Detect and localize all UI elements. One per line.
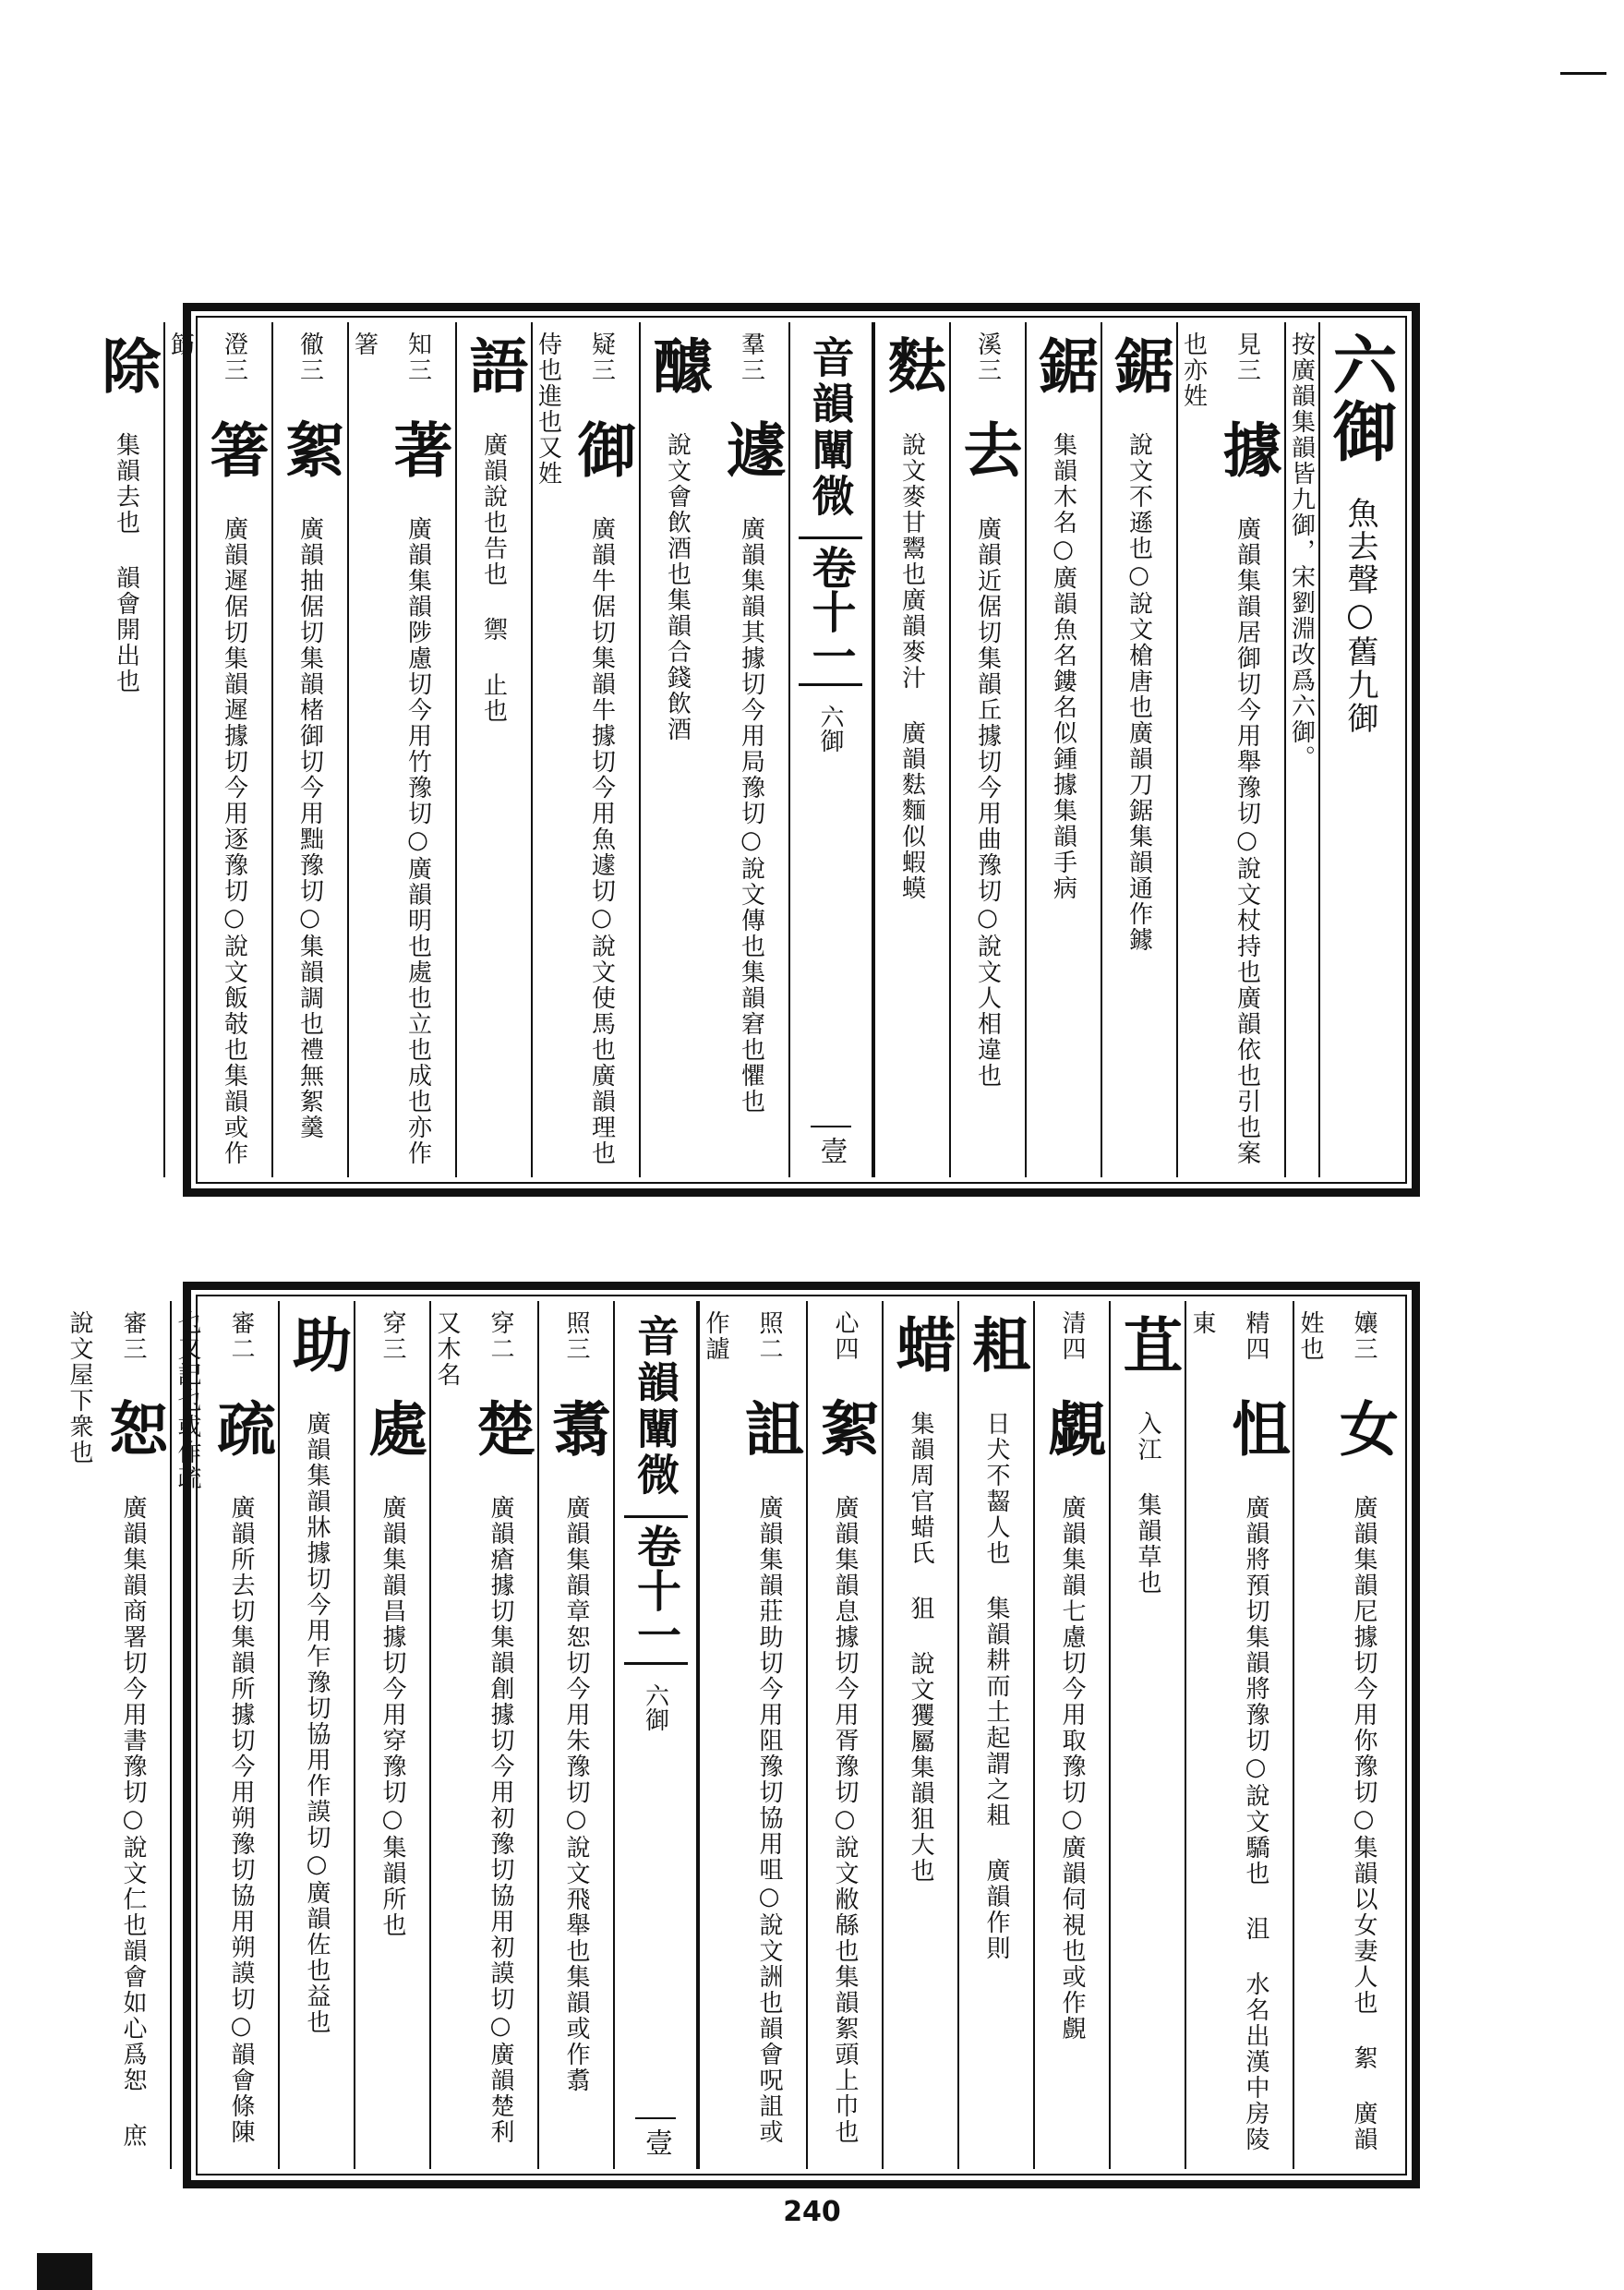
gloss-text: 廣韻集韻陟慮切今用竹豫切○廣韻明也處也立也成也亦作箸 [350,331,432,1166]
gloss-text: 說文麥甘鬻也廣韻麥汁 廣韻麮麵似蝦蟆 [897,432,926,901]
book-title: 音韻闡微 [805,335,856,520]
entry-column [1101,322,1176,1177]
entry-column [64,1301,170,2169]
rubric-column [1318,322,1401,1177]
entry-column [1176,322,1284,1177]
entry-column [698,1301,806,2169]
head-character: 苴 [1113,1314,1183,1375]
entry-column [873,322,949,1177]
head-character: 麮 [877,335,947,396]
gloss-text: 廣韻集韻七慮切今用取豫切○廣韻伺視也或作覻 [1058,1495,1086,2042]
entry-column [639,322,788,1177]
head-character: 助 [283,1314,352,1375]
scan-edge-mark [37,2253,92,2290]
gloss-text: 廣韻瘡據切集韻創據切今用初豫切協用初謨切○廣韻楚利又木名 [433,1310,514,2145]
initial-label: 精四 [1242,1310,1269,1362]
head-character: 處 [358,1398,427,1459]
entry-column [1185,1301,1293,2169]
head-character: 著 [383,419,453,480]
head-character: 覷 [1038,1398,1107,1459]
head-character: 蜡 [886,1314,956,1375]
section-label: 六御 [641,1683,669,1731]
rubric-note: 按廣韻集韻皆九御，宋劉淵改爲六御。 [1287,331,1316,771]
gloss-text: 廣韻集韻尼據切今用你豫切○集韻以女妻人也 絮 廣韻姓也 [1296,1310,1377,2152]
initial-label: 穿三 [379,1310,406,1362]
gloss-text: 廣韻牛倨切集韻牛據切今用魚遽切○說文使馬也廣韻理也侍也進也又姓 [534,331,616,1166]
top-columns [91,322,1401,1177]
folio-number: 壹 [811,1126,851,1164]
gloss-text: 廣韻集韻莊助切今用阻豫切協用咀○說文詶也韻會呪詛或作謯 [702,1310,783,2145]
entry-column [882,1301,957,2169]
book-spine [613,1301,698,2169]
gloss-text: 廣韻遲倨切集韻遲據切今用逐豫切○說文飯攲也集韻或作筯 [166,331,248,1166]
entry-column [354,1301,429,2169]
gloss-text: 廣韻集韻息據切今用胥豫切○說文敝緜也集韻絮頭上巾也 [831,1495,859,2145]
gloss-text: 廣韻近倨切集韻丘據切今用曲豫切○說文人相違也 [973,516,1002,1089]
head-character: 據 [1212,419,1282,480]
gloss-text: 集韻去也 韻會開出也 [112,432,140,694]
entry-column [163,322,271,1177]
entry-column [1033,1301,1109,2169]
head-character: 翥 [542,1398,611,1459]
gloss-text: 廣韻集韻其據切今用局豫切○說文傳也集韻窘也懼也 [737,516,765,1115]
initial-label: 審三 [119,1310,147,1362]
head-character: 怚 [1221,1398,1291,1459]
gloss-text: 集韻木名○廣韻魚名鏤名似鍾據集韻手病 [1049,432,1077,901]
entry-column [537,1301,613,2169]
rubric-title: 六御 [1322,331,1399,464]
entry-column [429,1301,537,2169]
entry-column [271,322,347,1177]
entry-column [455,322,531,1177]
initial-label: 知三 [403,331,432,383]
gloss-text: 廣韻所去切集韻所據切今用朔豫切協用朔謨切○韻會條陳也又記也或作疏 [174,1310,255,2145]
entry-column [347,322,455,1177]
head-character: 絮 [811,1398,880,1459]
entry-column [531,322,639,1177]
gloss-text: 廣韻說也告也 禦 止也 [479,432,508,724]
head-character: 箸 [199,419,270,480]
rubric-subtitle: 魚去聲○舊九御 [1341,497,1378,735]
bottom-columns [66,1301,1401,2169]
page-number: 240 [783,2196,841,2228]
gloss-text: 說文會飲酒也集韻合錢飲酒 [663,432,692,742]
head-character: 除 [91,335,162,396]
head-character: 楚 [466,1398,535,1459]
initial-label: 穿二 [487,1310,514,1362]
initial-label: 澄三 [220,331,248,383]
section-label: 六御 [816,705,844,753]
initial-label: 見三 [1233,331,1261,383]
gloss-text: 廣韻集韻居御切今用舉豫切○說文杖持也廣韻依也引也案也亦姓 [1179,331,1261,1166]
gloss-text: 集韻周官蜡氏 狙 說文玃屬集韻狙大也 [907,1411,934,1884]
gloss-text: 廣韻抽倨切集韻楮御切今用黜豫切○集韻調也禮無絮羹 [295,516,324,1140]
book-title: 音韻闡微 [631,1314,680,1499]
top-page-panel [91,303,1420,1197]
head-character: 去 [953,419,1023,480]
head-character: 詛 [735,1398,804,1459]
folio-number: 壹 [635,2117,676,2156]
rubric-note-column [1284,322,1318,1177]
gloss-text: 廣韻集韻牀據切今用乍豫切協用作謨切○廣韻佐也益也 [303,1411,331,2035]
entry-column [806,1301,882,2169]
entry-column [1109,1301,1185,2169]
book-spine [788,322,873,1177]
bottom-page-panel [66,1282,1420,2188]
initial-label: 照二 [755,1310,783,1362]
initial-label: 清四 [1058,1310,1086,1362]
entry-column [170,1301,278,2169]
head-character: 耝 [962,1314,1031,1375]
gloss-text: 廣韻集韻昌據切今用穿豫切○集韻所也 [379,1495,406,1938]
initial-label: 溪三 [973,331,1002,383]
entry-column [1293,1301,1401,2169]
head-character: 醵 [643,335,713,396]
gloss-text: 廣韻將預切集韻將豫切○說文驕也 沮 水名出漢中房陵東 [1188,1310,1269,2152]
gloss-text: 日犬不齧人也 集韻耕而土起謂之耝 廣韻作則 [982,1411,1010,1961]
scan-edge-mark [1560,72,1606,75]
head-character: 御 [567,419,637,480]
initial-label: 疑三 [587,331,616,383]
initial-label: 照三 [562,1310,590,1362]
gloss-text: 廣韻集韻商署切今用書豫切○說文仁也韻會如心爲恕 庶 說文屋下衆也 [66,1310,147,2149]
head-character: 疏 [207,1398,276,1459]
initial-label: 徹三 [295,331,324,383]
head-character: 語 [459,335,529,396]
initial-label: 心四 [831,1310,859,1362]
entry-column [90,322,163,1177]
entry-column [957,1301,1033,2169]
entry-column [1025,322,1101,1177]
initial-label: 孃三 [1350,1310,1377,1362]
head-character: 絮 [275,419,345,480]
head-character: 遽 [716,419,787,480]
initial-label: 審二 [227,1310,255,1362]
gloss-text: 說文不遜也○說文槍唐也廣韻刀鋸集韻通作鐻 [1125,432,1153,953]
head-character: 女 [1329,1398,1399,1459]
entry-column [949,322,1025,1177]
gloss-text: 廣韻集韻章恕切今用朱豫切○說文飛舉也集韻或作翥 [562,1495,590,2093]
head-character: 鋸 [1104,335,1174,396]
head-character: 恕 [99,1398,168,1459]
volume-label: 卷十一 [624,1515,688,1665]
head-character: 鋸 [1029,335,1099,396]
volume-label: 卷十一 [799,536,862,686]
entry-column [278,1301,354,2169]
gloss-text: 入江 集韻草也 [1134,1411,1161,1596]
initial-label: 羣三 [737,331,765,383]
